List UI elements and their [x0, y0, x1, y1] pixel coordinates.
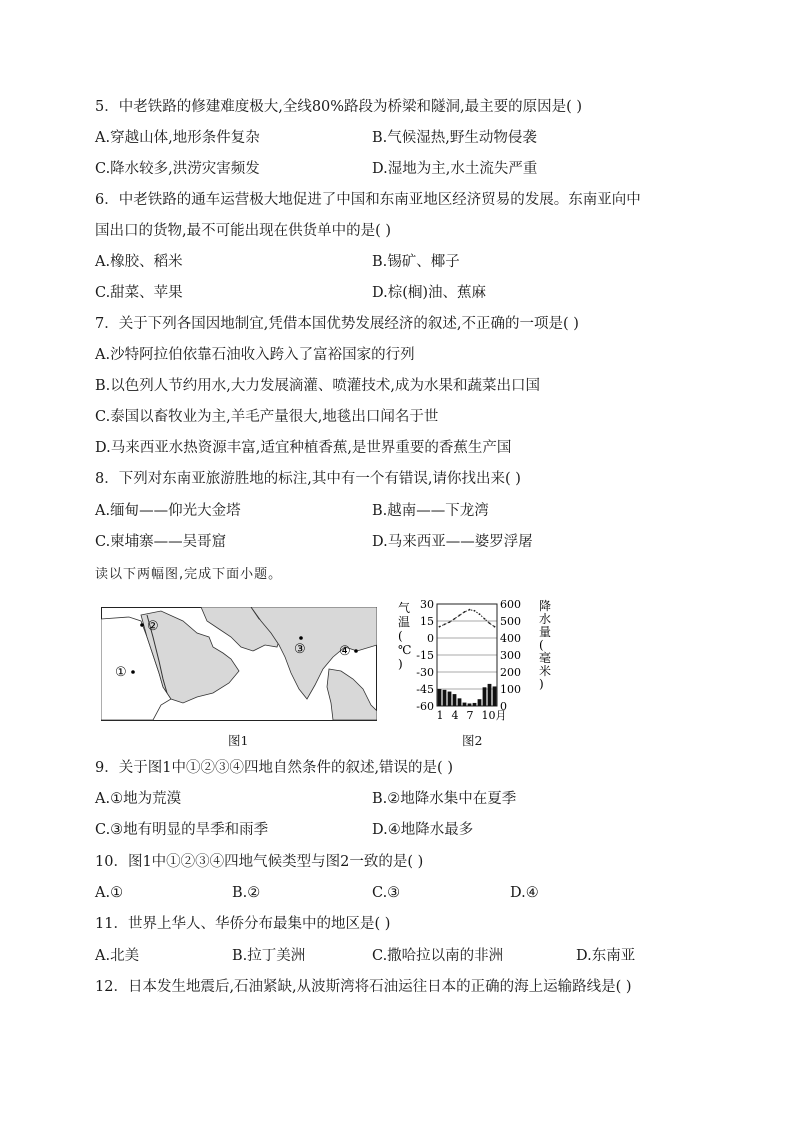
temp-point: [444, 624, 446, 626]
q10-stem: 10．图1中①②③④四地气候类型与图2一致的是( ): [95, 854, 424, 870]
precip-axis-label-char: 毫: [539, 651, 552, 665]
q8-option-d[interactable]: D.马来西亚——婆罗浮屠: [372, 534, 533, 550]
q10-option-d[interactable]: D.④: [510, 885, 539, 901]
q5-option-b[interactable]: B.气候湿热,野生动物侵袭: [372, 130, 537, 146]
temp-line: [439, 609, 496, 628]
temp-axis-label-char: 温: [398, 615, 411, 629]
precip-bar: [453, 694, 457, 706]
q10-option-c[interactable]: C.③: [372, 885, 401, 901]
temp-tick-label: -60: [416, 700, 434, 713]
q7-option-b[interactable]: B.以色列人节约用水,大力发展滴灌、喷灌技术,成为水果和蔬菜出口国: [95, 378, 540, 394]
q10-option-a[interactable]: A.①: [95, 885, 124, 901]
month-tick-label: 10月: [481, 709, 507, 722]
q9-option-c[interactable]: C.③地有明显的旱季和雨季: [95, 822, 269, 838]
q9-option-a[interactable]: A.①地为荒漠: [95, 791, 182, 807]
temp-point: [459, 614, 461, 616]
q6-option-d[interactable]: D.棕(榈)油、蕉麻: [372, 285, 487, 301]
precip-axis-label-char: 量: [539, 625, 552, 639]
month-tick-labels: [437, 709, 507, 722]
temp-point: [494, 626, 496, 628]
temp-point: [489, 622, 491, 624]
q6-option-a[interactable]: A.橡胶、稻米: [95, 254, 183, 270]
precip-tick-label: 400: [500, 632, 521, 645]
precip-bar: [468, 703, 472, 706]
precip-axis-label-char: (: [539, 638, 544, 652]
q5-stem: 5．中老铁路的修建难度极大,全线80%路段为桥梁和隧洞,最主要的原因是( ): [95, 99, 583, 115]
q10-option-b[interactable]: B.②: [232, 885, 261, 901]
precip-axis-label-char: 米: [539, 664, 552, 678]
q7-option-d[interactable]: D.马来西亚水热资源丰富,适宜种植香蕉,是世界重要的香蕉生产国: [95, 440, 512, 456]
temp-point: [464, 611, 466, 613]
figure-intro: 读以下两幅图,完成下面小题。: [95, 567, 283, 582]
precip-bar: [438, 689, 442, 706]
temp-tick-label: -45: [416, 683, 434, 696]
q11-option-d[interactable]: D.东南亚: [576, 948, 636, 964]
precip-tick-label: 200: [500, 666, 521, 679]
precip-bar: [488, 684, 492, 706]
q6-option-b[interactable]: B.锡矿、椰子: [372, 254, 460, 270]
figure1-caption: 图1: [228, 733, 249, 748]
q7-stem: 7．关于下列各国因地制宜,凭借本国优势发展经济的叙述,不正确的一项是( ): [95, 316, 579, 332]
q5-option-a[interactable]: A.穿越山体,地形条件复杂: [95, 130, 260, 146]
month-tick-label: 7: [466, 709, 474, 722]
q9-stem: 9．关于图1中①②③④四地自然条件的叙述,错误的是( ): [95, 760, 453, 776]
month-tick-label: 4: [451, 709, 459, 722]
figure2-caption: 图2: [462, 733, 483, 748]
temp-tick-label: -15: [416, 649, 434, 662]
q6-option-c[interactable]: C.甜菜、苹果: [95, 285, 183, 301]
temp-point: [469, 609, 471, 611]
precip-axis-label-char: ): [539, 677, 544, 691]
map-marker-1-label: ①: [115, 665, 127, 680]
temp-axis-label-char: 气: [398, 601, 411, 615]
precip-tick-label: 500: [500, 615, 521, 628]
q8-stem: 8．下列对东南亚旅游胜地的标注,其中有一个有错误,请你找出来( ): [95, 471, 521, 487]
q6-stem-line1: 6．中老铁路的通车运营极大地促进了中国和东南亚地区经济贸易的发展。东南亚向中: [95, 192, 641, 208]
q11-option-a[interactable]: A.北美: [95, 948, 140, 964]
precip-bar: [483, 687, 487, 706]
temp-axis-label-char: ): [398, 657, 403, 671]
precip-bar: [493, 686, 497, 706]
temp-axis-label-char: (: [398, 629, 403, 643]
temp-point: [454, 618, 456, 620]
temp-tick-label: 0: [427, 632, 434, 645]
q8-option-b[interactable]: B.越南——下龙湾: [372, 503, 489, 519]
q5-options-row1: [95, 128, 260, 148]
q8-option-a[interactable]: A.缅甸——仰光大金塔: [95, 503, 241, 519]
q11-stem: 11．世界上华人、华侨分布最集中的地区是( ): [95, 916, 391, 932]
temp-point: [439, 626, 441, 628]
figure2-climate-chart: [394, 596, 554, 728]
temp-tick-label: 15: [420, 615, 434, 628]
precip-bars: [438, 684, 497, 706]
precip-tick-label: 100: [500, 683, 521, 696]
map-marker-2-label: ②: [147, 619, 159, 634]
temp-tick-label: 30: [420, 598, 434, 611]
precip-axis-label-char: 水: [539, 612, 552, 626]
chart-gridlines: [437, 621, 497, 689]
temp-curve: [440, 610, 495, 627]
temp-point: [479, 613, 481, 615]
precip-bar: [478, 699, 482, 706]
q12-stem: 12．日本发生地震后,石油紧缺,从波斯湾将石油运往日本的正确的海上运输路线是( ): [95, 979, 632, 995]
q5-option-c[interactable]: C.降水较多,洪涝灾害频发: [95, 161, 260, 177]
precip-bar: [458, 698, 462, 706]
temp-tick-labels: [416, 598, 434, 713]
precip-tick-label: 0: [500, 700, 507, 713]
figure1-map: [101, 607, 377, 721]
temp-axis-label: [398, 600, 411, 671]
precip-tick-label: 300: [500, 649, 521, 662]
precip-bar: [443, 690, 447, 706]
precip-axis-label-char: 降: [539, 599, 552, 613]
precip-bar: [473, 703, 477, 706]
temp-point: [484, 618, 486, 620]
precip-bar: [448, 692, 452, 706]
temp-tick-label: -30: [416, 666, 434, 679]
q7-option-a[interactable]: A.沙特阿拉伯依靠石油收入跨入了富裕国家的行列: [95, 347, 415, 363]
temp-axis-label-char: ℃: [398, 643, 412, 657]
q9-option-d[interactable]: D.④地降水最多: [372, 822, 474, 838]
q5-option-d[interactable]: D.湿地为主,水土流失严重: [372, 161, 538, 177]
map-marker-3-label: ③: [294, 642, 306, 657]
temp-point: [474, 610, 476, 612]
q9-option-b[interactable]: B.②地降水集中在夏季: [372, 791, 517, 807]
precip-axis-label: [539, 599, 551, 691]
precip-tick-labels: [500, 598, 521, 713]
q7-option-c[interactable]: C.泰国以畜牧业为主,羊毛产量很大,地毯出口闻名于世: [95, 409, 439, 425]
map-marker-4-label: ④: [339, 644, 351, 659]
precip-tick-label: 600: [500, 598, 521, 611]
temp-point: [449, 621, 451, 623]
q11-option-b[interactable]: B.拉丁美洲: [232, 948, 306, 964]
q8-option-c[interactable]: C.柬埔寨——吴哥窟: [95, 534, 227, 550]
precip-bar: [463, 703, 467, 706]
month-tick-label: 1: [436, 709, 444, 722]
q6-stem-line2: 国出口的货物,最不可能出现在供货单中的是( ): [95, 223, 392, 239]
q11-option-c[interactable]: C.撒哈拉以南的非洲: [372, 948, 504, 964]
